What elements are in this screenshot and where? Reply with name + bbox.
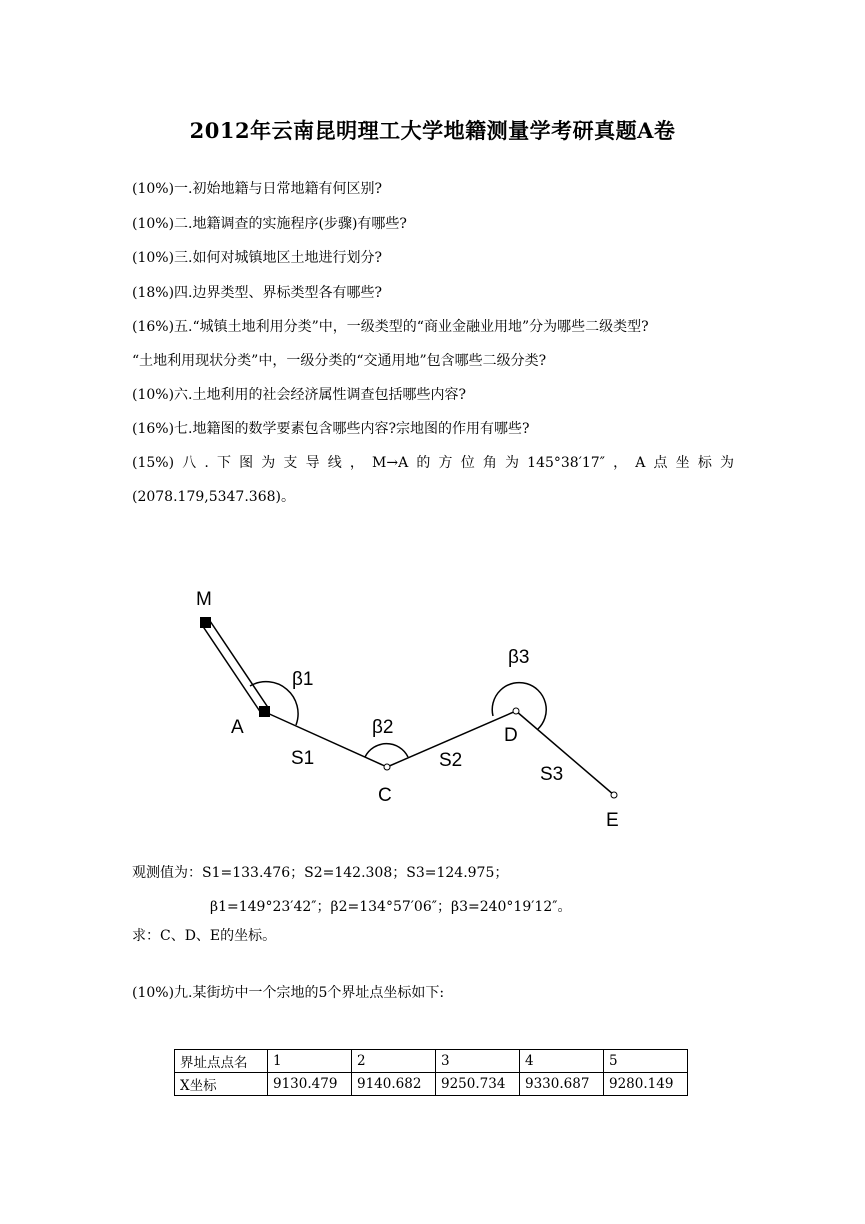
question-5-line2: “土地利用现状分类”中，一级分类的“交通用地”包含哪些二级分类? [132,353,547,369]
table-cell: 4 [520,1050,604,1073]
table-cell: 9330.687 [520,1073,604,1096]
label-e: E [606,810,619,831]
table-cell: 9250.734 [436,1073,520,1096]
question-8-line1: (15%)八.下图为支导线，M→A的方位角为145°38′17″，A点坐标为 [132,455,734,471]
point-a-marker [259,706,270,717]
table-cell: 界址点点名 [175,1050,268,1073]
table-cell: 2 [352,1050,436,1073]
question-2: (10%)二.地籍调查的实施程序(步骤)有哪些? [132,216,407,232]
observed-angles: β1=149°23′42″；β2=134°57′06″；β3=240°19′12″。 [210,899,572,915]
table-cell: 3 [436,1050,520,1073]
leg-s3 [516,711,614,795]
ma-line-1 [202,625,261,713]
question-9-intro: (10%)九.某街坊中一个宗地的5个界址点坐标如下: [132,985,445,1001]
label-beta3: β3 [508,647,530,668]
beta3-arc [492,683,546,729]
boundary-point-table [174,1049,688,1096]
label-d: D [504,725,518,746]
beta1-arc [250,682,298,725]
ma-line-2 [210,621,269,709]
question-8-ask: 求：C、D、E的坐标。 [132,928,277,944]
table-cell: 9130.479 [268,1073,352,1096]
label-s3: S3 [540,764,564,785]
point-c-marker [384,764,390,770]
label-s1: S1 [291,748,315,769]
table-cell: 1 [268,1050,352,1073]
label-beta1: β1 [292,669,314,690]
point-m-marker [200,617,211,628]
table-row [175,1073,688,1096]
question-7: (16%)七.地籍图的数学要素包含哪些内容?宗地图的作用有哪些? [132,421,530,437]
leg-s1 [265,712,387,767]
page-title: 2012年云南昆明理工大学地籍测量学考研真题A卷 [189,118,676,143]
table-cell: X坐标 [175,1073,268,1096]
label-c: C [378,785,392,806]
table-cell: 9140.682 [352,1073,436,1096]
table-row [175,1050,688,1073]
question-6: (10%)六.土地利用的社会经济属性调查包括哪些内容? [132,387,466,403]
beta2-arc [365,744,408,757]
label-s2: S2 [439,750,463,771]
label-m: M [196,589,212,610]
label-beta2: β2 [372,717,394,738]
question-1: (10%)一.初始地籍与日常地籍有何区别? [132,181,382,197]
question-8-line2: (2078.179,5347.368)。 [132,489,295,505]
question-5-line1: (16%)五.“城镇土地利用分类”中，一级类型的“商业金融业用地”分为哪些二级类型? [132,319,649,335]
question-3: (10%)三.如何对城镇地区土地进行划分? [132,250,382,266]
table-cell: 5 [604,1050,688,1073]
label-a: A [231,717,244,738]
observed-values: 观测值为：S1=133.476；S2=142.308；S3=124.975； [132,865,509,881]
point-d-marker [513,708,519,714]
point-e-marker [611,792,617,798]
table-cell: 9280.149 [604,1073,688,1096]
question-4: (18%)四.边界类型、界标类型各有哪些? [132,285,382,301]
